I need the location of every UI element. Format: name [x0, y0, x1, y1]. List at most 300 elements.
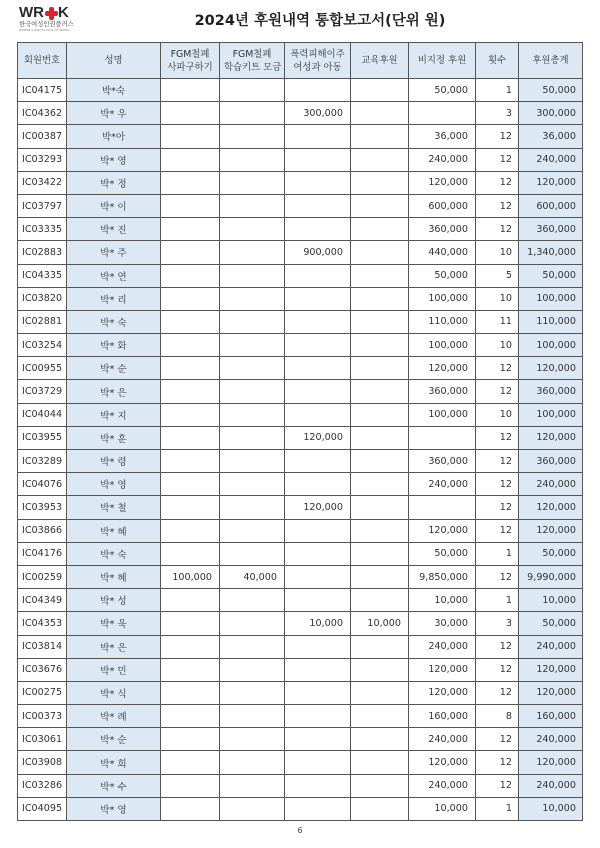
fgm-kit-cell [220, 334, 285, 357]
header-line1: 성명 [104, 55, 123, 66]
total-cell: 50,000 [519, 612, 583, 635]
fgm-safa-cell [161, 194, 220, 217]
name-cell: 박*아 [67, 125, 161, 148]
fgm-safa-cell [161, 635, 220, 658]
member-id-cell: IC04335 [18, 264, 67, 287]
table-row [18, 705, 583, 728]
name-cell: 박* 수 [67, 774, 161, 797]
undesignated-support-cell: 120,000 [409, 751, 476, 774]
fgm-kit-cell [220, 728, 285, 751]
column-header-name [67, 43, 161, 79]
name-cell: 박* 순 [67, 357, 161, 380]
member-id-cell: IC03953 [18, 496, 67, 519]
member-id-cell: IC03676 [18, 658, 67, 681]
fgm-kit-cell [220, 705, 285, 728]
member-id-cell: IC03335 [18, 218, 67, 241]
fgm-safa-cell [161, 612, 220, 635]
member-id-cell: IC04176 [18, 542, 67, 565]
undesignated-support-cell: 120,000 [409, 681, 476, 704]
migrant-support-cell [285, 450, 351, 473]
member-id-cell: IC04175 [18, 79, 67, 102]
migrant-support-cell [285, 218, 351, 241]
table-body [18, 79, 583, 821]
member-id-cell: IC03908 [18, 751, 67, 774]
fgm-safa-cell [161, 403, 220, 426]
member-id-cell: IC03797 [18, 194, 67, 217]
education-support-cell [351, 635, 409, 658]
column-header-migrant-support [285, 43, 351, 79]
name-cell: 박* 화 [67, 334, 161, 357]
undesignated-support-cell: 50,000 [409, 264, 476, 287]
undesignated-support-cell: 10,000 [409, 797, 476, 820]
education-support-cell [351, 658, 409, 681]
migrant-support-cell [285, 194, 351, 217]
member-id-cell: IC00373 [18, 705, 67, 728]
table-row [18, 774, 583, 797]
count-cell: 12 [476, 148, 519, 171]
table-row [18, 635, 583, 658]
migrant-support-cell [285, 473, 351, 496]
table-row [18, 148, 583, 171]
column-header-education-support [351, 43, 409, 79]
member-id-cell: IC03866 [18, 519, 67, 542]
total-cell: 600,000 [519, 194, 583, 217]
fgm-safa-cell [161, 658, 220, 681]
total-cell: 100,000 [519, 334, 583, 357]
fgm-kit-cell [220, 171, 285, 194]
fgm-kit-cell [220, 589, 285, 612]
total-cell: 100,000 [519, 403, 583, 426]
fgm-safa-cell [161, 473, 220, 496]
count-cell: 12 [476, 380, 519, 403]
fgm-safa-cell [161, 264, 220, 287]
header-line1: FGM철폐 [232, 48, 272, 60]
total-cell: 120,000 [519, 751, 583, 774]
undesignated-support-cell: 100,000 [409, 287, 476, 310]
fgm-kit-cell [220, 102, 285, 125]
fgm-safa-cell [161, 310, 220, 333]
count-cell: 12 [476, 496, 519, 519]
fgm-kit-cell [220, 357, 285, 380]
name-cell: 박*숙 [67, 79, 161, 102]
count-cell: 10 [476, 403, 519, 426]
total-cell: 9,990,000 [519, 565, 583, 588]
fgm-safa-cell [161, 519, 220, 542]
undesignated-support-cell: 440,000 [409, 241, 476, 264]
name-cell: 박* 례 [67, 705, 161, 728]
education-support-cell [351, 519, 409, 542]
undesignated-support-cell: 110,000 [409, 310, 476, 333]
count-cell: 12 [476, 171, 519, 194]
logo-wordmark [19, 6, 89, 20]
migrant-support-cell [285, 287, 351, 310]
member-id-cell: IC04076 [18, 473, 67, 496]
migrant-support-cell [285, 728, 351, 751]
education-support-cell [351, 681, 409, 704]
education-support-cell [351, 380, 409, 403]
undesignated-support-cell: 160,000 [409, 705, 476, 728]
organization-logo [19, 6, 89, 34]
fgm-kit-cell [220, 496, 285, 519]
count-cell: 12 [476, 751, 519, 774]
undesignated-support-cell: 600,000 [409, 194, 476, 217]
column-header-undesignated-support [409, 43, 476, 79]
education-support-cell [351, 171, 409, 194]
member-id-cell: IC03254 [18, 334, 67, 357]
undesignated-support-cell: 360,000 [409, 450, 476, 473]
education-support-cell [351, 473, 409, 496]
fgm-kit-cell [220, 194, 285, 217]
table-header-row [18, 43, 583, 79]
member-id-cell: IC03729 [18, 380, 67, 403]
migrant-support-cell [285, 797, 351, 820]
column-header-member-id [18, 43, 67, 79]
fgm-kit-cell [220, 79, 285, 102]
header-line1: 폭력피해이주 [290, 48, 345, 60]
table-row [18, 681, 583, 704]
total-cell: 160,000 [519, 705, 583, 728]
migrant-support-cell [285, 658, 351, 681]
migrant-support-cell [285, 751, 351, 774]
education-support-cell [351, 589, 409, 612]
count-cell: 12 [476, 728, 519, 751]
education-support-cell [351, 450, 409, 473]
migrant-support-cell [285, 334, 351, 357]
count-cell: 8 [476, 705, 519, 728]
undesignated-support-cell: 120,000 [409, 357, 476, 380]
name-cell: 박* 성 [67, 589, 161, 612]
table-row [18, 380, 583, 403]
logo-korean-name: 한국여성인권플러스 [19, 21, 74, 28]
undesignated-support-cell: 240,000 [409, 635, 476, 658]
education-support-cell [351, 79, 409, 102]
migrant-support-cell [285, 357, 351, 380]
table-row [18, 310, 583, 333]
name-cell: 박* 숙 [67, 542, 161, 565]
total-cell: 240,000 [519, 473, 583, 496]
header-line1: 교육후원 [361, 55, 398, 66]
table-row [18, 102, 583, 125]
undesignated-support-cell [409, 426, 476, 449]
count-cell: 12 [476, 635, 519, 658]
education-support-cell [351, 310, 409, 333]
total-cell: 240,000 [519, 728, 583, 751]
table-row [18, 171, 583, 194]
table-row [18, 751, 583, 774]
migrant-support-cell: 120,000 [285, 496, 351, 519]
fgm-kit-cell [220, 125, 285, 148]
member-id-cell: IC02881 [18, 310, 67, 333]
education-support-cell [351, 334, 409, 357]
count-cell: 1 [476, 589, 519, 612]
total-cell: 100,000 [519, 287, 583, 310]
name-cell: 박* 우 [67, 102, 161, 125]
undesignated-support-cell: 240,000 [409, 148, 476, 171]
fgm-safa-cell [161, 102, 220, 125]
education-support-cell [351, 728, 409, 751]
fgm-safa-cell [161, 218, 220, 241]
total-cell: 110,000 [519, 310, 583, 333]
column-header-count [476, 43, 519, 79]
migrant-support-cell [285, 79, 351, 102]
name-cell: 박* 영 [67, 473, 161, 496]
table-row [18, 218, 583, 241]
total-cell: 360,000 [519, 380, 583, 403]
education-support-cell [351, 797, 409, 820]
undesignated-support-cell: 240,000 [409, 774, 476, 797]
name-cell: 박* 숙 [67, 310, 161, 333]
name-cell: 박* 영 [67, 797, 161, 820]
count-cell: 12 [476, 357, 519, 380]
member-id-cell: IC04362 [18, 102, 67, 125]
fgm-kit-cell [220, 473, 285, 496]
page-title: 2024년 후원내역 통합보고서(단위 원) [194, 13, 446, 29]
education-support-cell [351, 357, 409, 380]
fgm-kit-cell [220, 519, 285, 542]
migrant-support-cell [285, 565, 351, 588]
total-cell: 1,340,000 [519, 241, 583, 264]
undesignated-support-cell: 10,000 [409, 589, 476, 612]
count-cell: 10 [476, 334, 519, 357]
migrant-support-cell [285, 589, 351, 612]
name-cell: 박* 혜 [67, 519, 161, 542]
education-support-cell [351, 705, 409, 728]
count-cell: 1 [476, 79, 519, 102]
table-row [18, 357, 583, 380]
migrant-support-cell [285, 148, 351, 171]
total-cell: 120,000 [519, 658, 583, 681]
member-id-cell: IC00387 [18, 125, 67, 148]
undesignated-support-cell: 120,000 [409, 171, 476, 194]
table-row [18, 496, 583, 519]
count-cell: 12 [476, 519, 519, 542]
name-cell: 박* 은 [67, 635, 161, 658]
migrant-support-cell [285, 171, 351, 194]
member-id-cell: IC00259 [18, 565, 67, 588]
fgm-safa-cell [161, 148, 220, 171]
fgm-kit-cell [220, 310, 285, 333]
fgm-safa-cell [161, 334, 220, 357]
member-id-cell: IC00955 [18, 357, 67, 380]
undesignated-support-cell: 360,000 [409, 380, 476, 403]
member-id-cell: IC03289 [18, 450, 67, 473]
header-line2: 학습키트 모금 [224, 61, 282, 73]
column-header-fgm-kit [220, 43, 285, 79]
migrant-support-cell [285, 681, 351, 704]
member-id-cell: IC04353 [18, 612, 67, 635]
table-row [18, 194, 583, 217]
undesignated-support-cell: 50,000 [409, 79, 476, 102]
fgm-kit-cell [220, 264, 285, 287]
fgm-safa-cell [161, 496, 220, 519]
count-cell: 12 [476, 473, 519, 496]
total-cell: 50,000 [519, 79, 583, 102]
education-support-cell [351, 194, 409, 217]
education-support-cell [351, 125, 409, 148]
total-cell: 120,000 [519, 496, 583, 519]
name-cell: 박* 리 [67, 287, 161, 310]
fgm-kit-cell [220, 681, 285, 704]
undesignated-support-cell: 100,000 [409, 403, 476, 426]
header-line2: 사파구하기 [167, 61, 213, 73]
fgm-safa-cell [161, 125, 220, 148]
count-cell: 12 [476, 681, 519, 704]
name-cell: 박* 혜 [67, 565, 161, 588]
fgm-kit-cell [220, 450, 285, 473]
fgm-kit-cell [220, 403, 285, 426]
column-header-fgm-safa [161, 43, 220, 79]
table-row [18, 426, 583, 449]
fgm-kit-cell: 40,000 [220, 565, 285, 588]
donation-table [17, 42, 583, 821]
fgm-safa-cell [161, 171, 220, 194]
table-row [18, 612, 583, 635]
count-cell: 12 [476, 194, 519, 217]
table-row [18, 450, 583, 473]
undesignated-support-cell: 240,000 [409, 728, 476, 751]
fgm-kit-cell [220, 287, 285, 310]
name-cell: 박* 지 [67, 403, 161, 426]
fgm-safa-cell [161, 728, 220, 751]
name-cell: 박* 식 [67, 681, 161, 704]
fgm-safa-cell [161, 797, 220, 820]
undesignated-support-cell: 50,000 [409, 542, 476, 565]
education-support-cell: 10,000 [351, 612, 409, 635]
member-id-cell: IC04095 [18, 797, 67, 820]
total-cell: 50,000 [519, 264, 583, 287]
header-line1: 횟수 [487, 55, 507, 66]
total-cell: 240,000 [519, 635, 583, 658]
name-cell: 박* 이 [67, 194, 161, 217]
fgm-kit-cell [220, 241, 285, 264]
education-support-cell [351, 287, 409, 310]
table-row [18, 589, 583, 612]
fgm-safa-cell [161, 357, 220, 380]
member-id-cell: IC03820 [18, 287, 67, 310]
fgm-safa-cell [161, 79, 220, 102]
count-cell: 12 [476, 565, 519, 588]
count-cell: 3 [476, 102, 519, 125]
count-cell: 12 [476, 125, 519, 148]
migrant-support-cell [285, 125, 351, 148]
name-cell: 박* 령 [67, 450, 161, 473]
migrant-support-cell [285, 635, 351, 658]
fgm-safa-cell [161, 705, 220, 728]
table-row [18, 264, 583, 287]
education-support-cell [351, 565, 409, 588]
count-cell: 12 [476, 774, 519, 797]
member-id-cell: IC04044 [18, 403, 67, 426]
count-cell: 12 [476, 450, 519, 473]
name-cell: 박* 희 [67, 751, 161, 774]
table-row [18, 125, 583, 148]
name-cell: 박* 훈 [67, 426, 161, 449]
migrant-support-cell [285, 310, 351, 333]
header-line1: FGM철폐 [170, 48, 210, 60]
count-cell: 1 [476, 542, 519, 565]
undesignated-support-cell: 120,000 [409, 519, 476, 542]
migrant-support-cell: 300,000 [285, 102, 351, 125]
undesignated-support-cell: 9,850,000 [409, 565, 476, 588]
education-support-cell [351, 218, 409, 241]
total-cell: 120,000 [519, 357, 583, 380]
member-id-cell: IC03293 [18, 148, 67, 171]
member-id-cell: IC03422 [18, 171, 67, 194]
migrant-support-cell [285, 774, 351, 797]
fgm-kit-cell [220, 218, 285, 241]
fgm-safa-cell [161, 287, 220, 310]
member-id-cell: IC02883 [18, 241, 67, 264]
member-id-cell: IC00275 [18, 681, 67, 704]
table-row [18, 334, 583, 357]
education-support-cell [351, 241, 409, 264]
education-support-cell [351, 102, 409, 125]
fgm-safa-cell [161, 542, 220, 565]
fgm-kit-cell [220, 148, 285, 171]
table-row [18, 797, 583, 820]
table-row [18, 542, 583, 565]
migrant-support-cell [285, 264, 351, 287]
name-cell: 박* 정 [67, 171, 161, 194]
name-cell: 박* 철 [67, 496, 161, 519]
page-number: 6 [297, 826, 303, 835]
fgm-safa-cell [161, 241, 220, 264]
name-cell: 박* 순 [67, 728, 161, 751]
fgm-kit-cell [220, 426, 285, 449]
logo-cross-icon [45, 7, 58, 20]
count-cell: 12 [476, 218, 519, 241]
name-cell: 박* 연 [67, 264, 161, 287]
count-cell: 10 [476, 287, 519, 310]
migrant-support-cell [285, 519, 351, 542]
name-cell: 박* 영 [67, 148, 161, 171]
fgm-safa-cell [161, 426, 220, 449]
fgm-safa-cell [161, 589, 220, 612]
undesignated-support-cell: 360,000 [409, 218, 476, 241]
total-cell: 120,000 [519, 519, 583, 542]
undesignated-support-cell: 240,000 [409, 473, 476, 496]
total-cell: 120,000 [519, 681, 583, 704]
count-cell: 10 [476, 241, 519, 264]
table-row [18, 658, 583, 681]
member-id-cell: IC03955 [18, 426, 67, 449]
count-cell: 1 [476, 797, 519, 820]
migrant-support-cell [285, 705, 351, 728]
fgm-safa-cell [161, 751, 220, 774]
migrant-support-cell: 900,000 [285, 241, 351, 264]
member-id-cell: IC03286 [18, 774, 67, 797]
header-line2: 여성과 아동 [293, 61, 342, 73]
count-cell: 5 [476, 264, 519, 287]
table-row [18, 79, 583, 102]
count-cell: 3 [476, 612, 519, 635]
table-row [18, 241, 583, 264]
fgm-safa-cell [161, 380, 220, 403]
total-cell: 120,000 [519, 426, 583, 449]
total-cell: 300,000 [519, 102, 583, 125]
undesignated-support-cell: 120,000 [409, 658, 476, 681]
total-cell: 360,000 [519, 218, 583, 241]
fgm-safa-cell [161, 681, 220, 704]
education-support-cell [351, 148, 409, 171]
total-cell: 50,000 [519, 542, 583, 565]
education-support-cell [351, 264, 409, 287]
count-cell: 11 [476, 310, 519, 333]
fgm-kit-cell [220, 380, 285, 403]
fgm-kit-cell [220, 774, 285, 797]
table-row [18, 565, 583, 588]
total-cell: 10,000 [519, 797, 583, 820]
